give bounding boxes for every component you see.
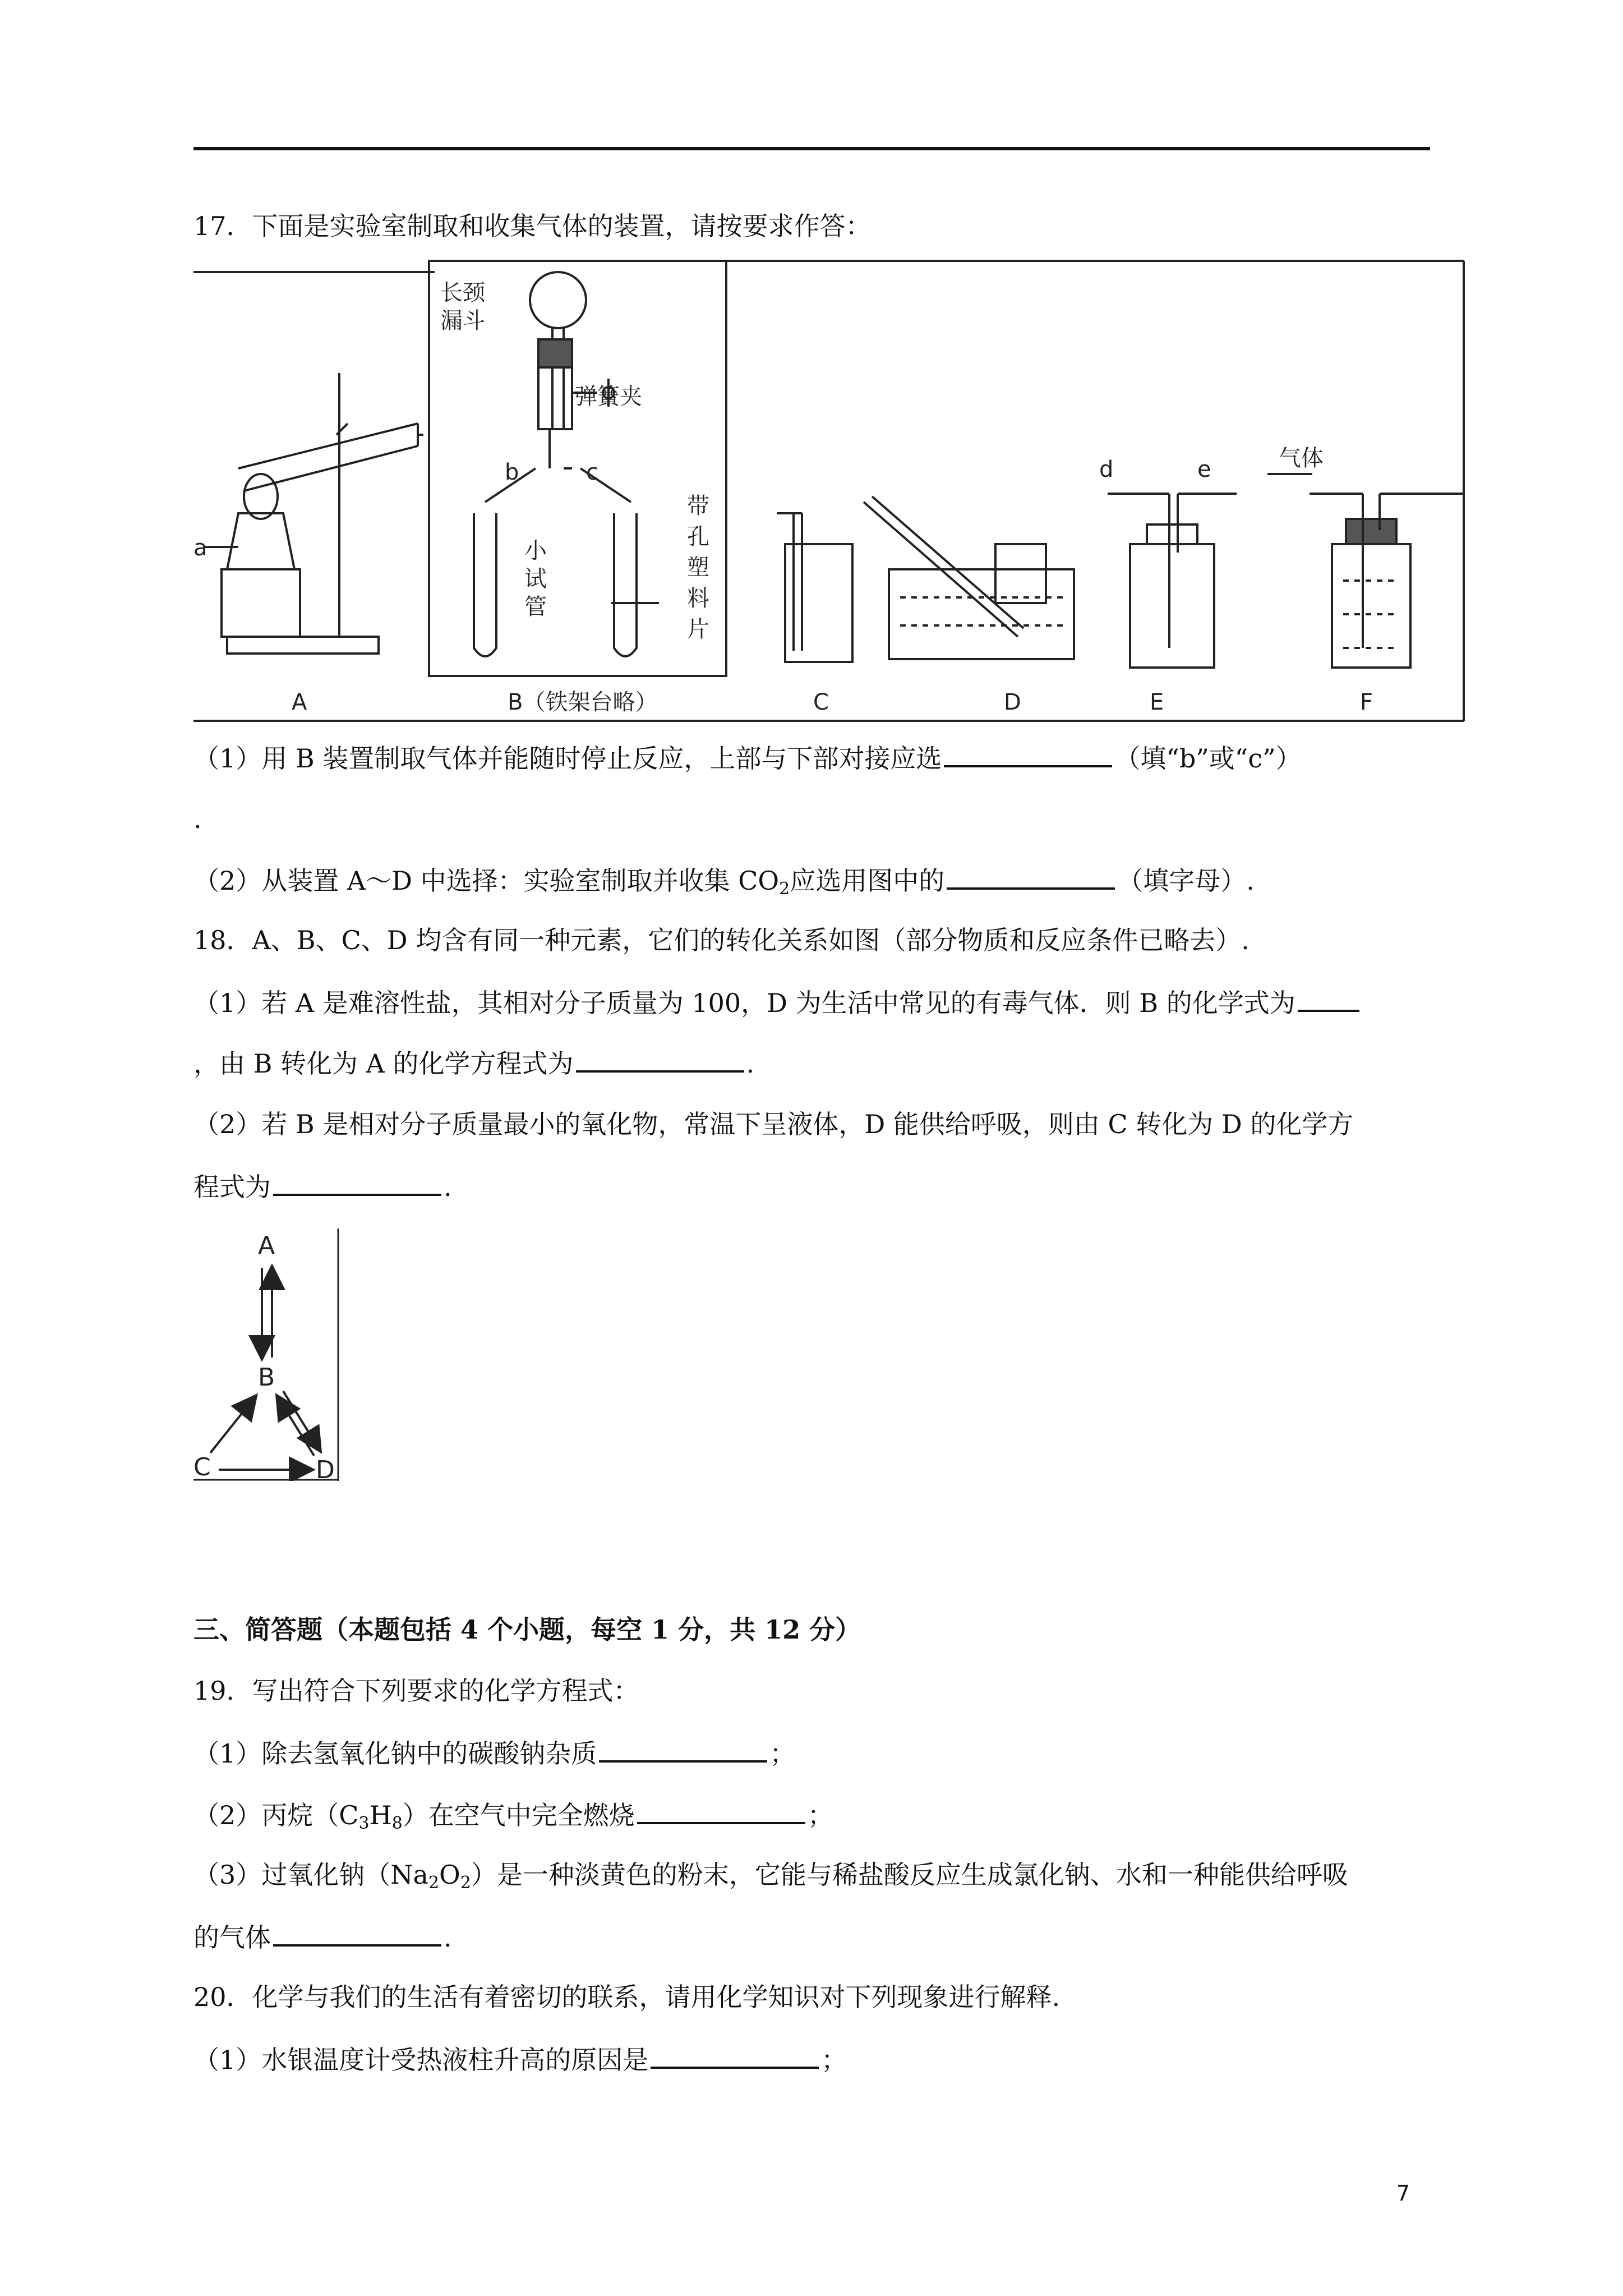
- apparatus-c: [777, 513, 852, 662]
- caption-f: F: [1360, 689, 1373, 715]
- plate-label-3: 塑: [687, 555, 709, 581]
- label-c: c: [586, 459, 598, 485]
- q17-part1-end: .: [193, 804, 202, 834]
- header-rule: [193, 147, 1430, 150]
- apparatus-e: [1108, 494, 1237, 668]
- label-e: e: [1197, 457, 1211, 482]
- section3-title: 三、简答题（本题包括 4 个小题，每空 1 分，共 12 分）: [193, 1614, 861, 1645]
- label-b: b: [505, 459, 519, 485]
- conversion-diagram: [193, 1228, 345, 1481]
- label-a: a: [193, 535, 208, 561]
- answer-blank[interactable]: [273, 1920, 441, 1947]
- caption-e: E: [1150, 689, 1164, 715]
- answer-blank[interactable]: [1298, 985, 1359, 1012]
- funnel-label-1: 长颈: [440, 280, 485, 306]
- caption-d: D: [1004, 689, 1021, 715]
- q20-part1: （1）水银温度计受热液柱升高的原因是 ；: [193, 2042, 847, 2077]
- funnel-label-2: 漏斗: [440, 308, 485, 334]
- q19-title: 19．写出符合下列要求的化学方程式：: [193, 1676, 639, 1706]
- q17-title: 17．下面是实验室制取和收集气体的装置，请按要求作答：: [193, 211, 872, 241]
- answer-blank[interactable]: [599, 1736, 767, 1763]
- tube-label-1: 小: [524, 538, 547, 564]
- apparatus-f: [1267, 474, 1464, 668]
- q18-title: 18．A、B、C、D 均含有同一种元素，它们的转化关系如图（部分物质和反应条件已略去）.: [193, 925, 1249, 955]
- node-c: C: [193, 1453, 211, 1481]
- q17-part1: （1）用 B 装置制取气体并能随时停止反应，上部与下部对接应选 （填“b”或“c”）: [193, 740, 1302, 775]
- q19-part3: （3）过氧化钠$(Na_2O_2)$是一种淡黄色的粉末，它能与稀盐酸反应生成氯化钠、水和一种能供给呼吸: [193, 1860, 1348, 1893]
- q19-part3-cont: 的气体 .: [193, 1920, 452, 1954]
- page-number: 7: [1396, 2181, 1410, 2206]
- tube-label-2: 试: [524, 566, 547, 592]
- caption-b: B（铁架台略）: [508, 689, 658, 715]
- plate-label-2: 孔: [687, 524, 709, 550]
- clamp-label: 弹簧夹: [575, 384, 642, 409]
- answer-blank[interactable]: [947, 863, 1115, 890]
- apparatus-a: [205, 373, 423, 654]
- q18-part1-cont: ，由 B 转化为 A 的化学方程式为 .: [193, 1046, 754, 1080]
- apparatus-d: [864, 496, 1074, 659]
- q19-part1: （1）除去氢氧化钠中的碳酸钠杂质 ；: [193, 1736, 795, 1770]
- caption-c: C: [813, 689, 829, 715]
- apparatus-figure: [193, 255, 1467, 726]
- answer-blank[interactable]: [273, 1169, 441, 1196]
- label-d: d: [1099, 457, 1114, 482]
- answer-blank[interactable]: [944, 740, 1112, 767]
- answer-blank[interactable]: [637, 1797, 805, 1824]
- caption-a: A: [292, 689, 307, 715]
- answer-blank[interactable]: [576, 1046, 744, 1073]
- node-a: A: [258, 1231, 275, 1260]
- node-d: D: [316, 1456, 335, 1481]
- q20-title: 20．化学与我们的生活有着密切的联系，请用化学知识对下列现象进行解释.: [193, 1982, 1061, 2012]
- plate-label-4: 料: [687, 586, 709, 611]
- answer-blank[interactable]: [651, 2042, 819, 2069]
- tube-label-3: 管: [524, 594, 547, 620]
- node-b: B: [258, 1363, 275, 1392]
- plate-label-1: 带: [687, 493, 709, 519]
- plate-label-5: 片: [687, 616, 709, 642]
- q19-part2: （2）丙烷$(C_3H_8)$在空气中完全燃烧 ；: [193, 1797, 833, 1841]
- gas-label: 气体: [1279, 445, 1324, 471]
- q18-part2-cont: 程式为 .: [193, 1169, 452, 1204]
- q18-part1: （1）若 A 是难溶性盐，其相对分子质量为 100，D 为生活中常见的有毒气体．则 B 的化学式为: [193, 985, 1362, 1020]
- q18-part2: （2）若 B 是相对分子质量最小的氧化物，常温下呈液体，D 能供给呼吸，则由 C 转化为 D 的化学方: [193, 1109, 1354, 1139]
- q17-part2: （2）从装置 A～D 中选择：实验室制取并收集 $CO_2$应选用图中的 （填字母）.: [193, 863, 1255, 906]
